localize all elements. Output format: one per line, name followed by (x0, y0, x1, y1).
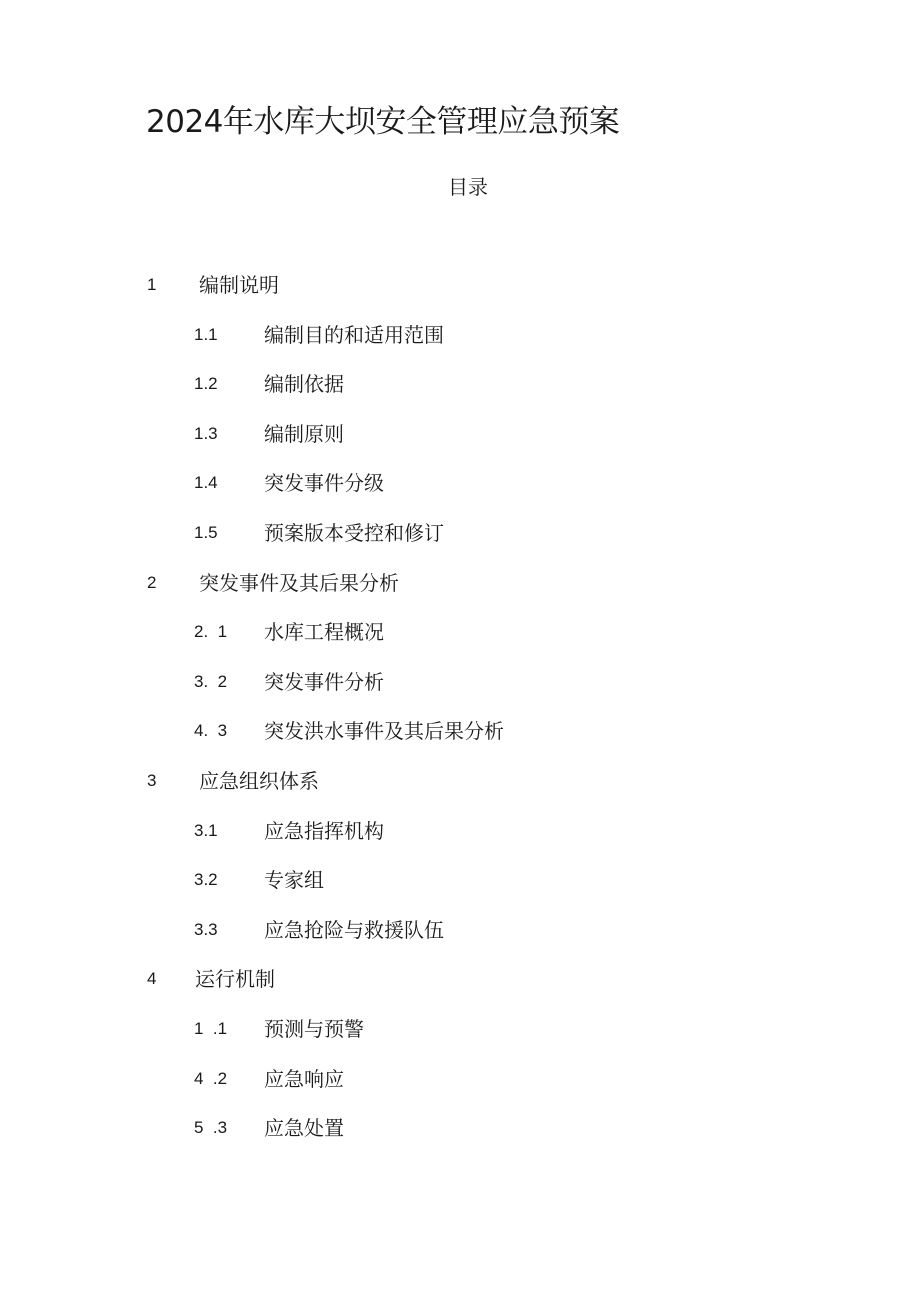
toc-entry-number: 2. 1 (194, 622, 228, 642)
toc-subentry[interactable] (0, 1014, 920, 1064)
toc-entry-number: 1.3 (194, 423, 218, 443)
toc-entry-number: 1.4 (194, 473, 218, 493)
toc-entry-label: 应急组织体系 (199, 768, 319, 793)
toc-entry-label: 突发事件分析 (264, 669, 384, 694)
toc-subentry[interactable] (0, 816, 920, 866)
toc-entry-label: 预案版本受控和修订 (264, 520, 444, 545)
toc-entry-label: 突发洪水事件及其后果分析 (264, 719, 504, 744)
toc-entry-number: 1 .1 (194, 1018, 228, 1038)
toc-entry-number: 3. 2 (194, 671, 228, 691)
toc-subentry[interactable] (0, 369, 920, 419)
toc-subentry[interactable] (0, 1113, 920, 1163)
toc-entry-label: 预测与预警 (264, 1016, 364, 1041)
toc-entry-label: 突发事件及其后果分析 (199, 570, 399, 595)
toc-entry-label: 编制依据 (264, 372, 344, 397)
toc-entry-label: 应急指挥机构 (264, 818, 384, 843)
toc-subentry[interactable] (0, 915, 920, 965)
toc-entry-number: 2 (147, 572, 157, 592)
toc-entry[interactable] (0, 568, 920, 618)
toc-entry-number: 3.2 (194, 870, 218, 890)
toc-entry-label: 运行机制 (195, 967, 275, 992)
toc-entry-label: 应急抢险与救援队伍 (264, 917, 444, 942)
toc-entry-label: 编制目的和适用范围 (264, 322, 444, 347)
toc-subentry[interactable] (0, 419, 920, 469)
toc-subentry[interactable] (0, 320, 920, 370)
toc-subentry[interactable] (0, 518, 920, 568)
toc-entry-number: 3.1 (194, 820, 218, 840)
toc-entry-number: 4 .2 (194, 1068, 228, 1088)
toc-entry-number: 1.5 (194, 522, 218, 542)
toc-subentry[interactable] (0, 865, 920, 915)
toc-entry-label: 应急响应 (264, 1066, 344, 1091)
toc-subentry[interactable] (0, 667, 920, 717)
toc-entry-label: 专家组 (264, 868, 324, 893)
toc-subentry[interactable] (0, 1064, 920, 1114)
toc-subentry[interactable] (0, 716, 920, 766)
toc-subentry[interactable] (0, 468, 920, 518)
toc-entry-label: 水库工程概况 (264, 620, 384, 645)
toc-entry-number: 1.1 (194, 324, 218, 344)
toc-entry-label: 应急处置 (264, 1116, 344, 1141)
toc-entry-number: 1 (147, 275, 157, 294)
toc-entry[interactable] (0, 766, 920, 816)
toc-entry-label: 突发事件分级 (264, 471, 384, 496)
toc-entry-number: 5 .3 (194, 1118, 228, 1138)
toc-heading: 目录 (448, 175, 488, 199)
toc-entry-label: 编制原则 (264, 421, 344, 446)
toc-entry[interactable] (0, 964, 920, 1014)
toc-subentry[interactable] (0, 617, 920, 667)
table-of-contents (0, 270, 920, 1163)
toc-entry-number: 1.2 (194, 374, 218, 394)
document-title: 2024年水库大坝安全管理应急预案 (146, 104, 620, 140)
toc-entry-number: 3 (147, 770, 157, 790)
toc-entry[interactable] (0, 270, 920, 320)
toc-entry-number: 3.3 (194, 919, 218, 939)
toc-entry-number: 4. 3 (194, 721, 228, 741)
toc-entry-number: 4 (147, 969, 157, 989)
toc-entry-label: 编制说明 (199, 273, 279, 297)
